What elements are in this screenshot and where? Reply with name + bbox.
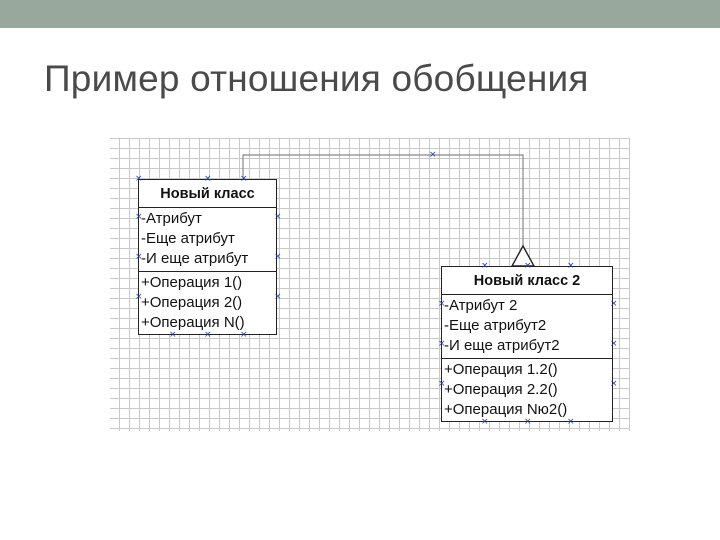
attribute-row: -Еще атрибут [141,230,235,247]
selection-handle-icon[interactable]: × [274,212,282,222]
class-name: Новый класс [139,180,276,208]
operation-row: +Операция Nю2() [444,401,568,418]
selection-handle-icon[interactable]: × [567,261,575,271]
selection-handle-icon[interactable]: × [135,212,143,222]
uml-class-new-class-2[interactable] [441,266,613,422]
operation-row: +Операция 1() [141,274,243,291]
selection-handle-icon[interactable]: × [610,339,618,349]
operations-section [139,272,276,335]
generalization-line [243,155,523,246]
attribute-row: -И еще атрибут [141,250,249,267]
selection-handle-icon[interactable]: × [274,252,282,262]
selection-handle-icon[interactable]: × [240,330,248,340]
slide-title: Пример отношения обобщения [44,58,589,99]
selection-handle-icon[interactable]: × [204,330,212,340]
selection-handle-icon[interactable]: × [481,417,489,427]
selection-handle-icon[interactable]: × [524,417,532,427]
operation-row: +Операция 2() [141,294,243,311]
selection-handle-icon[interactable]: × [610,379,618,389]
uml-class-new-class[interactable] [138,179,277,335]
operation-row: +Операция 1.2() [444,361,558,378]
selection-handle-icon[interactable]: × [135,252,143,262]
selection-handle-icon[interactable]: × [135,292,143,302]
selection-handle-icon[interactable]: × [169,330,177,340]
operations-section [442,359,612,422]
selection-handle-icon[interactable]: × [204,174,212,184]
attribute-row: -Атрибут 2 [444,297,518,314]
selection-handle-icon[interactable]: × [481,261,489,271]
class-name: Новый класс 2 [442,267,612,295]
top-accent-bar [0,0,720,28]
attribute-row: -Атрибут [141,210,202,227]
selection-handle-icon[interactable]: × [274,292,282,302]
operation-row: +Операция 2.2() [444,381,558,398]
attribute-row: -Еще атрибут2 [444,317,547,334]
operation-row: +Операция N() [141,314,245,331]
selection-handle-icon[interactable]: × [438,379,446,389]
selection-handle-icon[interactable]: × [240,174,248,184]
selection-handle-icon[interactable]: × [438,299,446,309]
attributes-section [442,295,612,359]
selection-handle-icon[interactable]: × [524,261,532,271]
selection-handle-icon[interactable]: × [429,150,437,160]
selection-handle-icon[interactable]: × [610,299,618,309]
selection-handle-icon[interactable]: × [567,417,575,427]
uml-diagram [110,138,630,431]
attributes-section [139,208,276,272]
selection-handle-icon[interactable]: × [135,174,143,184]
selection-handle-icon[interactable]: × [438,339,446,349]
attribute-row: -И еще атрибут2 [444,337,560,354]
